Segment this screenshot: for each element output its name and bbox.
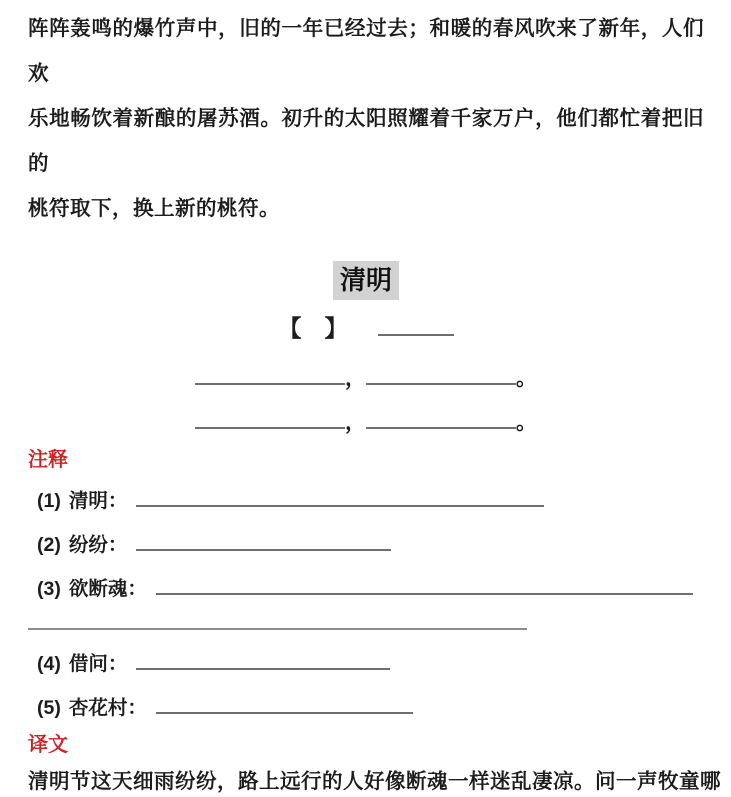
- note-blank: [156, 576, 693, 596]
- note-number: (5): [37, 697, 61, 720]
- note-number: (3): [37, 578, 61, 601]
- note-number: (1): [37, 490, 61, 513]
- note-item-2: [37, 523, 704, 567]
- poem-blank: [366, 408, 516, 429]
- comma: ，: [345, 367, 366, 391]
- poem-blank: [195, 408, 345, 429]
- note-number: (4): [37, 653, 61, 676]
- poem-title-row: [28, 261, 704, 300]
- note-term: 纷纷：: [68, 534, 128, 557]
- notes-heading: 注释: [28, 449, 68, 472]
- note-blank: [156, 695, 413, 715]
- poem-blank: [195, 364, 345, 385]
- notes-list: [28, 479, 704, 730]
- poem-title: 清明: [333, 261, 399, 300]
- note-term: 借问：: [68, 653, 128, 676]
- author-blank: [378, 313, 454, 336]
- note-blank: [136, 532, 391, 552]
- note-item-1: [37, 479, 704, 523]
- poem-line-1: [28, 357, 704, 401]
- intro-line: 乐地畅饮着新酿的屠苏酒。初升的太阳照耀着千家万户，他们都忙着把旧的: [28, 107, 704, 175]
- period: 。: [516, 411, 537, 435]
- intro-paragraph: [28, 6, 704, 231]
- author-brackets: 【 】: [278, 315, 348, 342]
- intro-line: 桃符取下，换上新的桃符。: [28, 197, 280, 220]
- note-item-4: [37, 642, 704, 686]
- period: 。: [516, 367, 537, 391]
- note-term: 欲断魂：: [68, 578, 147, 601]
- note-3-continuation-blank: [28, 628, 527, 630]
- poem-blanks: [28, 357, 704, 445]
- translation-text: 清明节这天细雨纷纷，路上远行的人好像断魂一样迷乱凄凉。问一声牧童哪: [28, 770, 721, 794]
- note-number: (2): [37, 534, 61, 557]
- note-blank: [136, 651, 390, 671]
- translation-heading: 译文: [28, 734, 68, 757]
- author-row: [28, 313, 704, 343]
- intro-line: 阵阵轰鸣的爆竹声中，旧的一年已经过去；和暖的春风吹来了新年，人们欢: [28, 17, 704, 85]
- poem-line-2: [28, 401, 704, 445]
- note-term: 清明：: [68, 490, 128, 513]
- note-item-3: [37, 567, 704, 611]
- note-term: 杏花村：: [68, 697, 147, 720]
- note-item-5: [37, 686, 704, 730]
- note-blank: [136, 488, 544, 508]
- comma: ，: [345, 411, 366, 435]
- poem-blank: [366, 364, 516, 385]
